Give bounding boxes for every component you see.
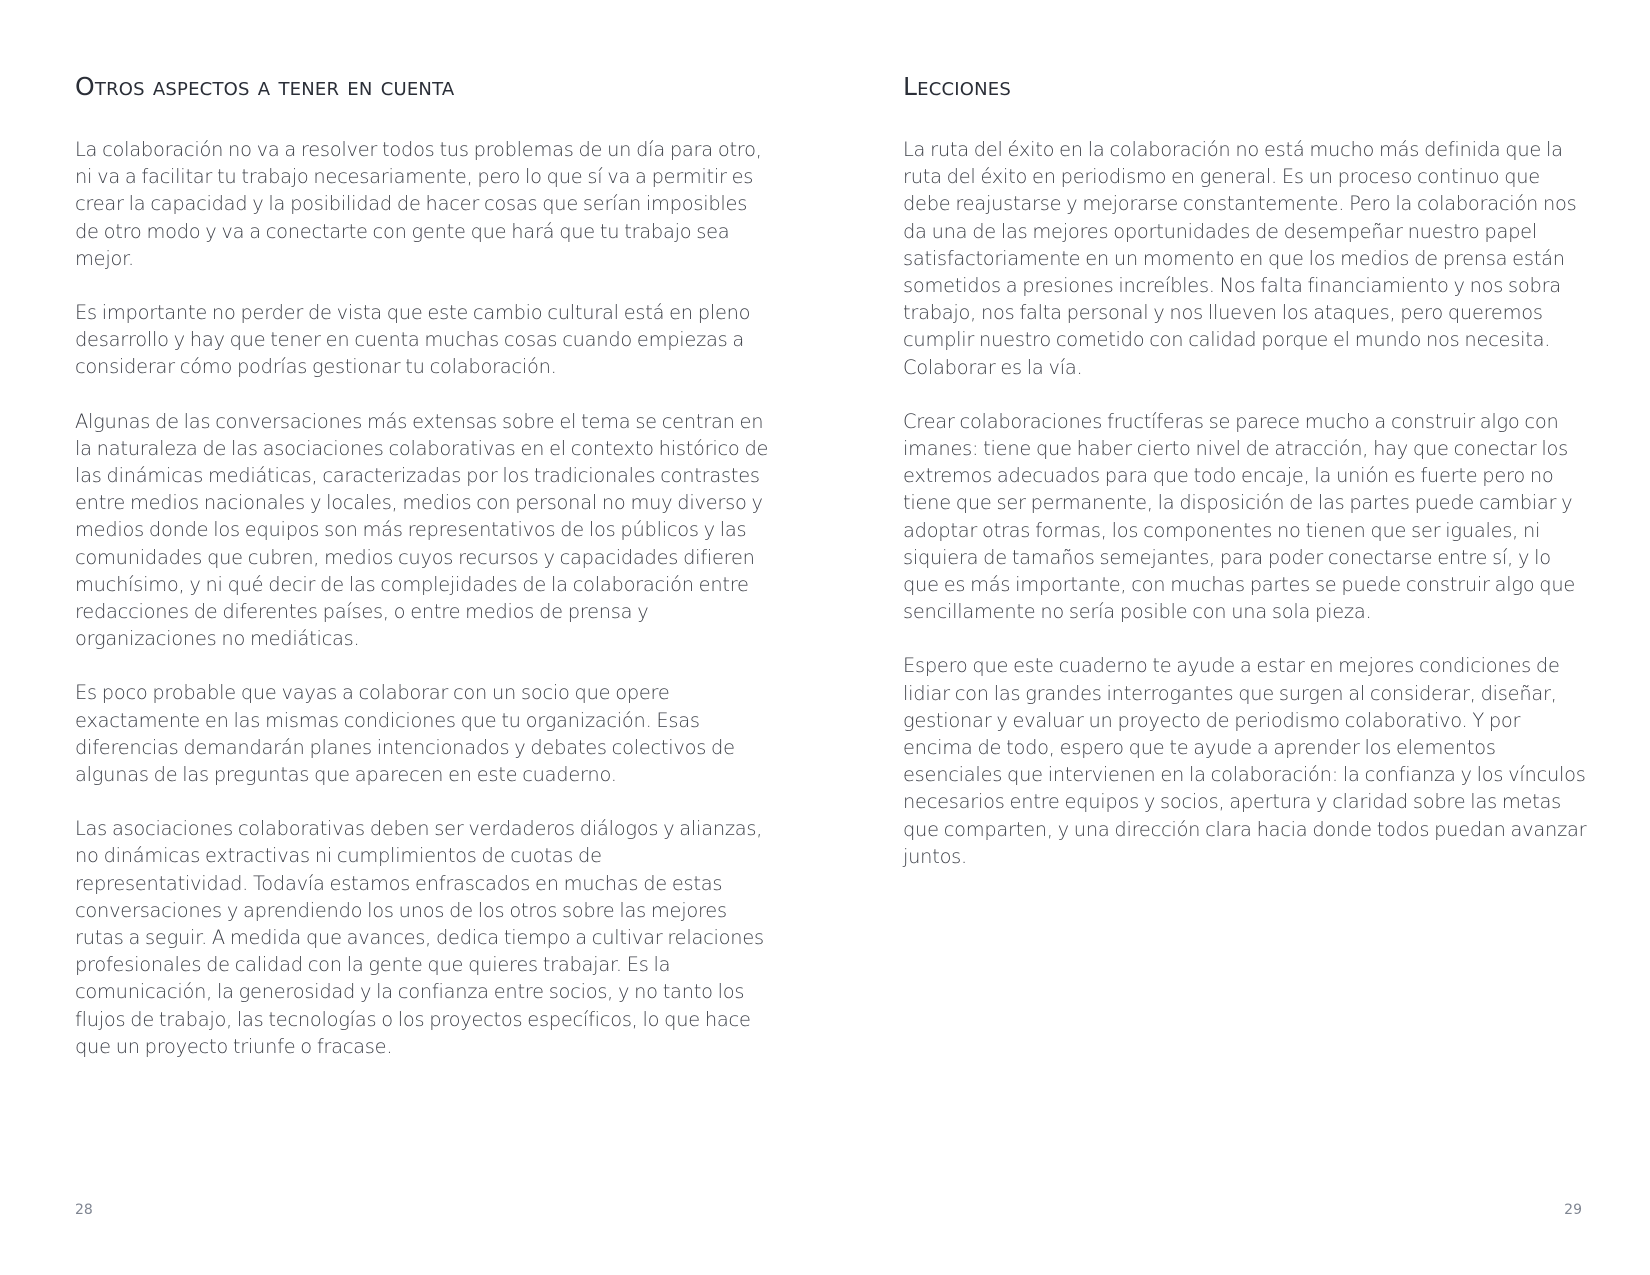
left-paragraph-4: Es poco probable que vayas a colaborar con un socio que opere exactamente en las mismas condiciones que tu organización. Esas diferencias demandarán planes intencionados y debates colectivos de algunas de las preguntas que aparecen en este cuaderno. bbox=[75, 681, 735, 787]
right-paragraph-1: La ruta del éxito en la colaboración no está mucho más definida que la ruta del éxito en periodismo en general. Es un proceso continuo que debe reajustarse y mejorarse constantemente. Pero la colaboración nos da una de las mejores oportunidades de desempeñar nuestro papel satisfactoriamente en un momento en que los medios de prensa están sometidos a presiones increíbles. Nos falta financiamiento y nos sobra trabajo, nos falta personal y nos llueven los ataques, pero queremos cumplir nuestro cometido con calidad porque el mundo nos necesita. Colaborar es la vía. bbox=[903, 138, 1577, 379]
right-paragraph-2: Crear colaboraciones fructíferas se parece mucho a construir algo con imanes: tiene que haber cierto nivel de atracción, hay que conectar los extremos adecuados para que todo encaje, la unión es fuerte pero no tiene que ser permanente, la disposición de las partes puede cambiar y adoptar otras formas, los componentes no tienen que ser iguales, ni siquiera de tamaños semejantes, para poder conectarse entre sí, y lo que es más importante, con muchas partes se puede construir algo que sencillamente no sería posible con una sola pieza. bbox=[903, 409, 1576, 624]
right-page-heading: Lecciones bbox=[903, 72, 1011, 101]
right-page-number: 29 bbox=[1564, 1202, 1582, 1218]
right-page-column bbox=[903, 70, 1588, 897]
right-paragraph-3: Espero que este cuaderno te ayude a estar en mejores condiciones de lidiar con las grandes interrogantes que surgen al considerar, diseñar, gestionar y evaluar un proyecto de periodismo colaborativo. Y por encima de todo, espero que te ayude a aprender los elementos esenciales que intervienen en la colaboración: la confianza y los vínculos necesarios entre equipos y socios, apertura y claridad sobre las metas que comparten, y una dirección clara hacia donde todos puedan avanzar juntos. bbox=[903, 654, 1587, 868]
left-paragraph-3: Algunas de las conversaciones más extensas sobre el tema se centran en la naturaleza de las asociaciones colaborativas en el contexto histórico de las dinámicas mediáticas, caracterizadas por los tradicionales contrastes entre medios nacionales y locales, medios con personal no muy diverso y medios donde los equipos son más representativos de los públicos y las comunidades que cubren, medios cuyos recursos y capacidades difieren muchísimo, y ni qué decir de las complejidades de la colaboración entre redacciones de diferentes países, o entre medios de prensa y organizaciones no mediáticas. bbox=[75, 409, 769, 651]
left-paragraph-1: La colaboración no va a resolver todos tus problemas de un día para otro, ni va a facilitar tu trabajo necesariamente, pero lo que sí va a permitir es crear la capacidad y la posibilidad de hacer cosas que serían imposibles de otro modo y va a conectarte con gente que hará que tu trabajo sea mejor. bbox=[75, 138, 762, 270]
left-paragraph-5: Las asociaciones colaborativas deben ser verdaderos diálogos y alianzas, no dinámicas extractivas ni cumplimientos de cuotas de representatividad. Todavía estamos enfrascados en muchas de estas conversaciones y aprendiendo los unos de los otros sobre las mejores rutas a seguir. A medida que avances, dedica tiempo a cultivar relaciones profesionales de calidad con la gente que quieres trabajar. Es la comunicación, la generosidad y la confianza entre socios, y no tanto los flujos de trabajo, las tecnologías o los proyectos específicos, lo que hace que un proyecto triunfe o fracase. bbox=[75, 817, 764, 1058]
left-page-number: 28 bbox=[75, 1202, 93, 1218]
left-page-column bbox=[75, 70, 775, 1087]
left-page-heading: Otros aspectos a tener en cuenta bbox=[75, 72, 455, 101]
right-page bbox=[825, 0, 1650, 1275]
left-paragraph-2: Es importante no perder de vista que este cambio cultural está en pleno desarrollo y hay que tener en cuenta muchas cosas cuando empiezas a considerar cómo podrías gestionar tu colaboración. bbox=[75, 301, 751, 379]
